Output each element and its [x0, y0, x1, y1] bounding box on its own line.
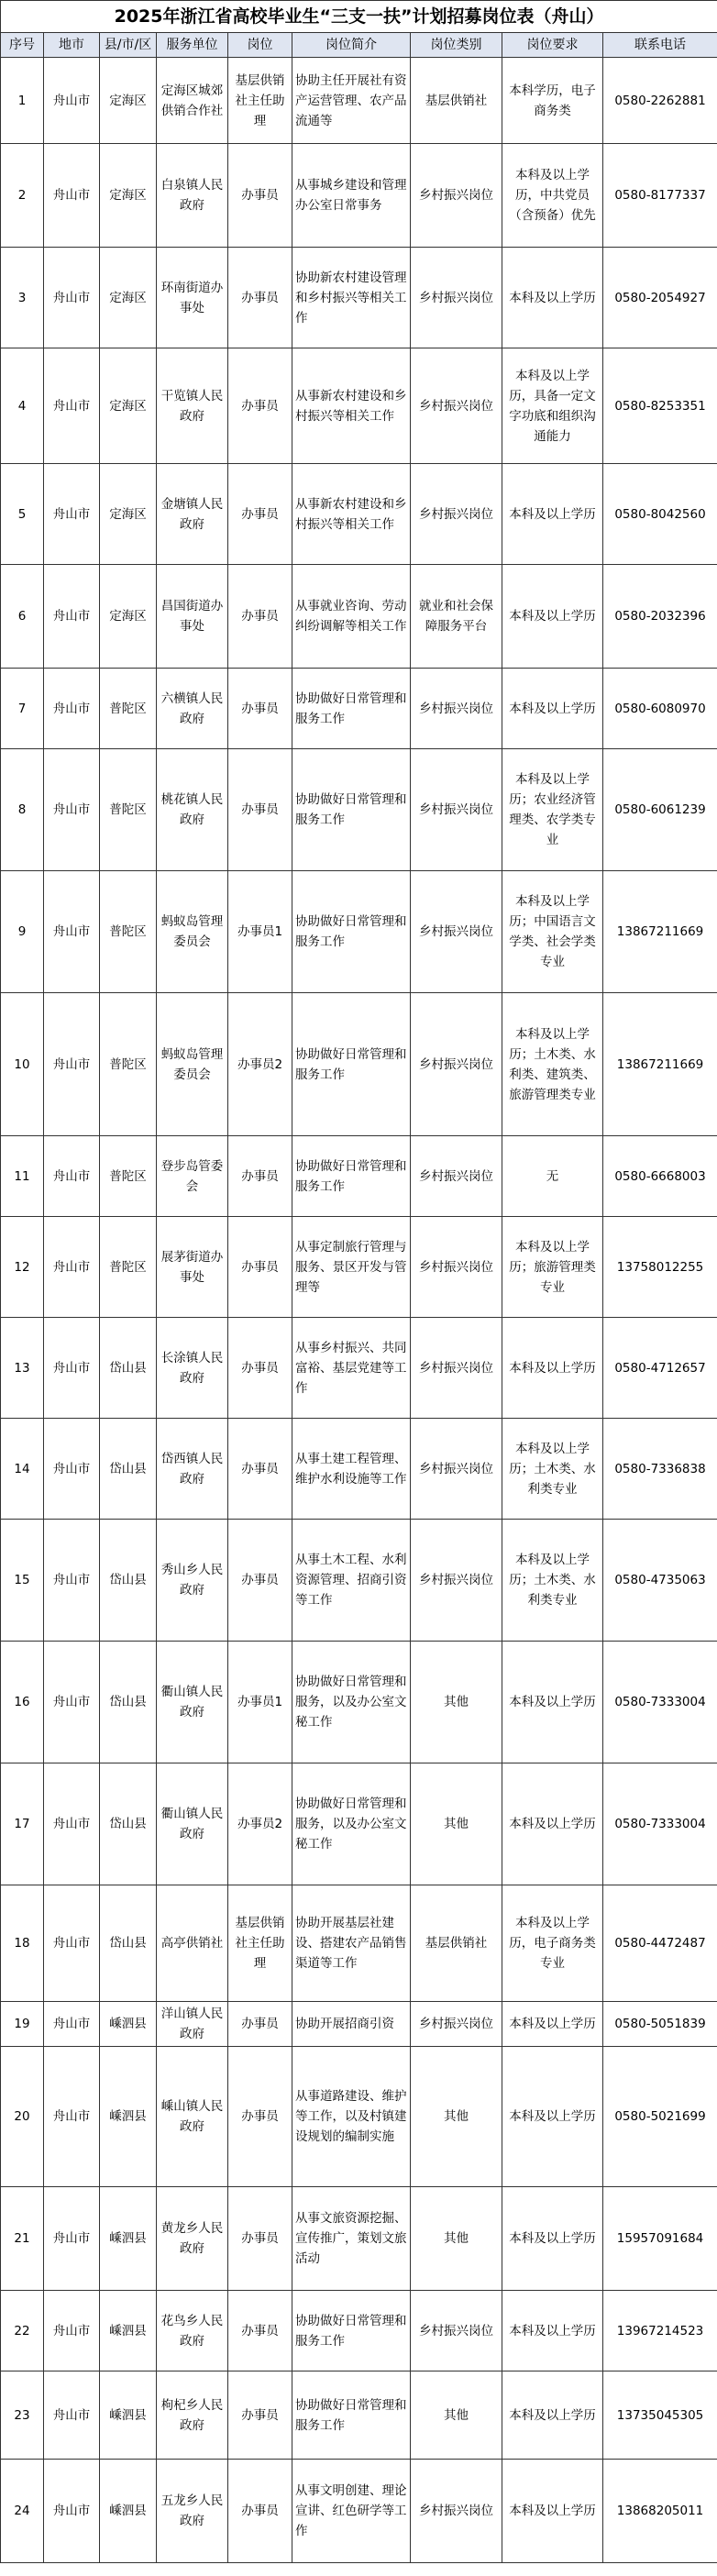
- cell-unit: 蚂蚁岛管理委员会: [157, 993, 228, 1136]
- cell-district: 嵊泗县: [100, 2460, 157, 2563]
- cell-post: 办事员: [228, 464, 292, 565]
- cell-index: 3: [1, 248, 44, 348]
- cell-description: 协助做好日常管理和服务工作: [292, 993, 411, 1136]
- cell-phone: 0580-4712657: [603, 1318, 717, 1419]
- cell-post: 基层供销社主任助理: [228, 1885, 292, 2002]
- table-row: [1, 248, 717, 348]
- table-row: [1, 1520, 717, 1642]
- cell-unit: 昌国街道办事处: [157, 565, 228, 669]
- cell-phone: 15957091684: [603, 2187, 717, 2291]
- cell-post: 办事员: [228, 2002, 292, 2047]
- table-row: [1, 2291, 717, 2371]
- cell-unit: 嵊山镇人民政府: [157, 2047, 228, 2187]
- cell-district: 嵊泗县: [100, 2187, 157, 2291]
- cell-description: 协助做好日常管理和服务工作: [292, 669, 411, 749]
- cell-requirement: 本科及以上学历；土木类、水利类专业: [502, 1520, 603, 1642]
- cell-requirement: 本科及以上学历: [502, 1642, 603, 1763]
- table-row: [1, 993, 717, 1136]
- cell-district: 普陀区: [100, 993, 157, 1136]
- cell-post: 办事员: [228, 1318, 292, 1419]
- cell-requirement: 本科及以上学历: [502, 1763, 603, 1885]
- table-row: [1, 1419, 717, 1520]
- col-header-index: 序号: [1, 33, 44, 58]
- cell-city: 舟山市: [44, 2002, 100, 2047]
- cell-description: 从事城乡建设和管理办公室日常事务: [292, 144, 411, 248]
- table-title: 2025年浙江省高校毕业生“三支一扶”计划招募岗位表（舟山）: [1, 1, 717, 33]
- cell-index: 18: [1, 1885, 44, 2002]
- cell-post: 办事员: [228, 1419, 292, 1520]
- cell-post: 办事员2: [228, 1763, 292, 1885]
- cell-post: 办事员: [228, 749, 292, 871]
- table-body: [1, 58, 717, 2563]
- cell-district: 岱山县: [100, 1763, 157, 1885]
- cell-district: 普陀区: [100, 1136, 157, 1217]
- cell-index: 16: [1, 1642, 44, 1763]
- cell-unit: 白泉镇人民政府: [157, 144, 228, 248]
- cell-category: 乡村振兴岗位: [411, 749, 502, 871]
- cell-category: 乡村振兴岗位: [411, 248, 502, 348]
- cell-category: 其他: [411, 1763, 502, 1885]
- cell-index: 14: [1, 1419, 44, 1520]
- cell-requirement: 本科及以上学历；中国语言文学类、社会学类专业: [502, 871, 603, 993]
- cell-category: 乡村振兴岗位: [411, 2460, 502, 2563]
- cell-post: 办事员: [228, 1136, 292, 1217]
- cell-city: 舟山市: [44, 1763, 100, 1885]
- cell-district: 岱山县: [100, 1318, 157, 1419]
- cell-description: 从事新农村建设和乡村振兴等相关工作: [292, 464, 411, 565]
- cell-description: 从事乡村振兴、共同富裕、基层党建等工作: [292, 1318, 411, 1419]
- cell-requirement: 本科及以上学历；土木类、水利类专业: [502, 1419, 603, 1520]
- table-row: [1, 348, 717, 464]
- cell-district: 岱山县: [100, 1520, 157, 1642]
- col-header-phone: 联系电话: [603, 33, 717, 58]
- cell-description: 协助做好日常管理和服务，以及办公室文秘工作: [292, 1763, 411, 1885]
- col-header-city: 地市: [44, 33, 100, 58]
- cell-city: 舟山市: [44, 144, 100, 248]
- cell-category: 乡村振兴岗位: [411, 1217, 502, 1318]
- cell-category: 其他: [411, 1642, 502, 1763]
- cell-index: 23: [1, 2371, 44, 2460]
- cell-index: 17: [1, 1763, 44, 1885]
- cell-post: 办事员: [228, 2187, 292, 2291]
- cell-post: 办事员: [228, 144, 292, 248]
- cell-city: 舟山市: [44, 1136, 100, 1217]
- title-row: [1, 1, 717, 33]
- cell-district: 定海区: [100, 144, 157, 248]
- cell-description: 从事新农村建设和乡村振兴等相关工作: [292, 348, 411, 464]
- cell-requirement: 无: [502, 1136, 603, 1217]
- cell-unit: 六横镇人民政府: [157, 669, 228, 749]
- cell-city: 舟山市: [44, 2047, 100, 2187]
- cell-post: 办事员: [228, 248, 292, 348]
- cell-phone: 0580-8253351: [603, 348, 717, 464]
- cell-post: 办事员: [228, 2047, 292, 2187]
- cell-unit: 展茅街道办事处: [157, 1217, 228, 1318]
- table-row: [1, 2371, 717, 2460]
- cell-city: 舟山市: [44, 248, 100, 348]
- table-row: [1, 2047, 717, 2187]
- table-row: [1, 464, 717, 565]
- col-header-description: 岗位简介: [292, 33, 411, 58]
- cell-unit: 五龙乡人民政府: [157, 2460, 228, 2563]
- cell-category: 乡村振兴岗位: [411, 669, 502, 749]
- cell-category: 基层供销社: [411, 58, 502, 144]
- cell-city: 舟山市: [44, 464, 100, 565]
- col-header-unit: 服务单位: [157, 33, 228, 58]
- cell-description: 协助做好日常管理和服务工作: [292, 2371, 411, 2460]
- cell-phone: 0580-2054927: [603, 248, 717, 348]
- cell-district: 岱山县: [100, 1642, 157, 1763]
- cell-description: 协助做好日常管理和服务工作: [292, 2291, 411, 2371]
- cell-requirement: 本科及以上学历: [502, 1318, 603, 1419]
- table-row: [1, 2460, 717, 2563]
- cell-district: 普陀区: [100, 749, 157, 871]
- cell-category: 乡村振兴岗位: [411, 871, 502, 993]
- cell-unit: 环南街道办事处: [157, 248, 228, 348]
- cell-index: 13: [1, 1318, 44, 1419]
- cell-district: 普陀区: [100, 1217, 157, 1318]
- cell-description: 从事定制旅行管理与服务、景区开发与管理等: [292, 1217, 411, 1318]
- cell-city: 舟山市: [44, 1642, 100, 1763]
- cell-district: 嵊泗县: [100, 2291, 157, 2371]
- cell-phone: 13868205011: [603, 2460, 717, 2563]
- cell-city: 舟山市: [44, 565, 100, 669]
- cell-category: 就业和社会保障服务平台: [411, 565, 502, 669]
- cell-unit: 高亭供销社: [157, 1885, 228, 2002]
- cell-city: 舟山市: [44, 1217, 100, 1318]
- cell-category: 其他: [411, 2371, 502, 2460]
- cell-city: 舟山市: [44, 1318, 100, 1419]
- table-row: [1, 749, 717, 871]
- cell-post: 办事员1: [228, 871, 292, 993]
- cell-description: 从事文旅资源挖掘、宣传推广，策划文旅活动: [292, 2187, 411, 2291]
- cell-phone: 0580-8177337: [603, 144, 717, 248]
- cell-post: 办事员: [228, 1217, 292, 1318]
- cell-city: 舟山市: [44, 58, 100, 144]
- cell-requirement: 本科及以上学历；旅游管理类专业: [502, 1217, 603, 1318]
- cell-city: 舟山市: [44, 1419, 100, 1520]
- cell-description: 协助做好日常管理和服务，以及办公室文秘工作: [292, 1642, 411, 1763]
- cell-city: 舟山市: [44, 871, 100, 993]
- table-row: [1, 1642, 717, 1763]
- header-row: [1, 33, 717, 58]
- cell-district: 嵊泗县: [100, 2047, 157, 2187]
- cell-district: 岱山县: [100, 1885, 157, 2002]
- cell-category: 其他: [411, 2047, 502, 2187]
- cell-description: 从事土木工程、水利资源管理、招商引资等工作: [292, 1520, 411, 1642]
- cell-requirement: 本科及以上学历；土木类、水利类、建筑类、旅游管理类专业: [502, 993, 603, 1136]
- cell-post: 办事员: [228, 2291, 292, 2371]
- table-row: [1, 565, 717, 669]
- cell-description: 从事就业咨询、劳动纠纷调解等相关工作: [292, 565, 411, 669]
- cell-phone: 0580-2032396: [603, 565, 717, 669]
- cell-description: 协助做好日常管理和服务工作: [292, 871, 411, 993]
- cell-index: 1: [1, 58, 44, 144]
- cell-post: 办事员: [228, 669, 292, 749]
- cell-phone: 13758012255: [603, 1217, 717, 1318]
- cell-index: 6: [1, 565, 44, 669]
- cell-unit: 桃花镇人民政府: [157, 749, 228, 871]
- cell-description: 从事土建工程管理、维护水利设施等工作: [292, 1419, 411, 1520]
- cell-requirement: 本科及以上学历: [502, 2291, 603, 2371]
- cell-district: 普陀区: [100, 871, 157, 993]
- cell-index: 15: [1, 1520, 44, 1642]
- table-row: [1, 1885, 717, 2002]
- cell-category: 基层供销社: [411, 1885, 502, 2002]
- cell-requirement: 本科及以上学历，中共党员（含预备）优先: [502, 144, 603, 248]
- cell-requirement: 本科及以上学历，电子商务类专业: [502, 1885, 603, 2002]
- cell-unit: 登步岛管委会: [157, 1136, 228, 1217]
- cell-category: 其他: [411, 2187, 502, 2291]
- cell-unit: 衢山镇人民政府: [157, 1763, 228, 1885]
- table-row: [1, 1217, 717, 1318]
- cell-phone: 0580-6668003: [603, 1136, 717, 1217]
- cell-phone: 0580-4735063: [603, 1520, 717, 1642]
- cell-category: 乡村振兴岗位: [411, 2291, 502, 2371]
- table-row: [1, 1136, 717, 1217]
- cell-index: 5: [1, 464, 44, 565]
- cell-district: 定海区: [100, 248, 157, 348]
- cell-city: 舟山市: [44, 993, 100, 1136]
- cell-description: 协助新农村建设管理和乡村振兴等相关工作: [292, 248, 411, 348]
- cell-phone: 13867211669: [603, 993, 717, 1136]
- cell-unit: 衢山镇人民政府: [157, 1642, 228, 1763]
- cell-district: 普陀区: [100, 669, 157, 749]
- cell-city: 舟山市: [44, 749, 100, 871]
- table-row: [1, 2002, 717, 2047]
- cell-unit: 长涂镇人民政府: [157, 1318, 228, 1419]
- cell-requirement: 本科及以上学历: [502, 464, 603, 565]
- cell-phone: 0580-2262881: [603, 58, 717, 144]
- table-row: [1, 144, 717, 248]
- cell-phone: 0580-7333004: [603, 1763, 717, 1885]
- cell-unit: 黄龙乡人民政府: [157, 2187, 228, 2291]
- cell-category: 乡村振兴岗位: [411, 2002, 502, 2047]
- cell-index: 19: [1, 2002, 44, 2047]
- cell-category: 乡村振兴岗位: [411, 1520, 502, 1642]
- cell-requirement: 本科及以上学历: [502, 2371, 603, 2460]
- cell-phone: 0580-4472487: [603, 1885, 717, 2002]
- cell-requirement: 本科学历，电子商务类: [502, 58, 603, 144]
- cell-district: 定海区: [100, 58, 157, 144]
- cell-description: 从事道路建设、维护等工作，以及村镇建设规划的编制实施: [292, 2047, 411, 2187]
- cell-unit: 洋山镇人民政府: [157, 2002, 228, 2047]
- cell-city: 舟山市: [44, 1520, 100, 1642]
- table-row: [1, 1763, 717, 1885]
- cell-city: 舟山市: [44, 2291, 100, 2371]
- cell-unit: 秀山乡人民政府: [157, 1520, 228, 1642]
- cell-index: 9: [1, 871, 44, 993]
- cell-district: 嵊泗县: [100, 2371, 157, 2460]
- cell-district: 定海区: [100, 565, 157, 669]
- table-row: [1, 669, 717, 749]
- cell-phone: 0580-7333004: [603, 1642, 717, 1763]
- cell-requirement: 本科及以上学历: [502, 2002, 603, 2047]
- cell-unit: 定海区城郊供销合作社: [157, 58, 228, 144]
- cell-description: 协助开展招商引资: [292, 2002, 411, 2047]
- cell-description: 从事文明创建、理论宣讲、红色研学等工作: [292, 2460, 411, 2563]
- cell-requirement: 本科及以上学历，具备一定文字功底和组织沟通能力: [502, 348, 603, 464]
- cell-requirement: 本科及以上学历: [502, 2460, 603, 2563]
- cell-post: 办事员: [228, 1520, 292, 1642]
- cell-phone: 0580-6080970: [603, 669, 717, 749]
- cell-phone: 0580-7336838: [603, 1419, 717, 1520]
- cell-city: 舟山市: [44, 348, 100, 464]
- cell-index: 21: [1, 2187, 44, 2291]
- cell-requirement: 本科及以上学历: [502, 669, 603, 749]
- cell-index: 12: [1, 1217, 44, 1318]
- col-header-category: 岗位类别: [411, 33, 502, 58]
- cell-category: 乡村振兴岗位: [411, 1136, 502, 1217]
- cell-district: 岱山县: [100, 1419, 157, 1520]
- cell-index: 8: [1, 749, 44, 871]
- cell-requirement: 本科及以上学历: [502, 565, 603, 669]
- cell-post: 办事员2: [228, 993, 292, 1136]
- cell-requirement: 本科及以上学历: [502, 2187, 603, 2291]
- cell-index: 22: [1, 2291, 44, 2371]
- cell-district: 嵊泗县: [100, 2002, 157, 2047]
- cell-requirement: 本科及以上学历: [502, 248, 603, 348]
- cell-phone: 13735045305: [603, 2371, 717, 2460]
- cell-post: 基层供销社主任助理: [228, 58, 292, 144]
- table-row: [1, 871, 717, 993]
- cell-post: 办事员: [228, 348, 292, 464]
- cell-phone: 13867211669: [603, 871, 717, 993]
- cell-unit: 岱西镇人民政府: [157, 1419, 228, 1520]
- cell-category: 乡村振兴岗位: [411, 993, 502, 1136]
- cell-description: 协助做好日常管理和服务工作: [292, 749, 411, 871]
- cell-requirement: 本科及以上学历；农业经济管理类、农学类专业: [502, 749, 603, 871]
- cell-city: 舟山市: [44, 2187, 100, 2291]
- cell-description: 协助主任开展社有资产运营管理、农产品流通等: [292, 58, 411, 144]
- cell-category: 乡村振兴岗位: [411, 464, 502, 565]
- col-header-district: 县/市/区: [100, 33, 157, 58]
- cell-index: 10: [1, 993, 44, 1136]
- cell-unit: 花鸟乡人民政府: [157, 2291, 228, 2371]
- cell-phone: 13967214523: [603, 2291, 717, 2371]
- cell-description: 协助做好日常管理和服务工作: [292, 1136, 411, 1217]
- cell-post: 办事员: [228, 2460, 292, 2563]
- cell-phone: 0580-8042560: [603, 464, 717, 565]
- cell-unit: 干览镇人民政府: [157, 348, 228, 464]
- cell-index: 11: [1, 1136, 44, 1217]
- cell-index: 7: [1, 669, 44, 749]
- cell-category: 乡村振兴岗位: [411, 348, 502, 464]
- cell-district: 定海区: [100, 464, 157, 565]
- cell-district: 定海区: [100, 348, 157, 464]
- cell-post: 办事员: [228, 565, 292, 669]
- cell-unit: 金塘镇人民政府: [157, 464, 228, 565]
- table-row: [1, 58, 717, 144]
- cell-index: 4: [1, 348, 44, 464]
- table-row: [1, 2187, 717, 2291]
- cell-index: 2: [1, 144, 44, 248]
- cell-category: 乡村振兴岗位: [411, 1318, 502, 1419]
- cell-unit: 枸杞乡人民政府: [157, 2371, 228, 2460]
- table-row: [1, 1318, 717, 1419]
- cell-unit: 蚂蚁岛管理委员会: [157, 871, 228, 993]
- col-header-requirement: 岗位要求: [502, 33, 603, 58]
- cell-category: 乡村振兴岗位: [411, 1419, 502, 1520]
- cell-city: 舟山市: [44, 669, 100, 749]
- cell-phone: 0580-5051839: [603, 2002, 717, 2047]
- cell-category: 乡村振兴岗位: [411, 144, 502, 248]
- cell-description: 协助开展基层社建设、搭建农产品销售渠道等工作: [292, 1885, 411, 2002]
- cell-phone: 0580-6061239: [603, 749, 717, 871]
- cell-city: 舟山市: [44, 1885, 100, 2002]
- cell-post: 办事员1: [228, 1642, 292, 1763]
- cell-requirement: 本科及以上学历: [502, 2047, 603, 2187]
- cell-post: 办事员: [228, 2371, 292, 2460]
- cell-city: 舟山市: [44, 2371, 100, 2460]
- cell-index: 24: [1, 2460, 44, 2563]
- cell-phone: 0580-5021699: [603, 2047, 717, 2187]
- cell-index: 20: [1, 2047, 44, 2187]
- cell-city: 舟山市: [44, 2460, 100, 2563]
- col-header-post: 岗位: [228, 33, 292, 58]
